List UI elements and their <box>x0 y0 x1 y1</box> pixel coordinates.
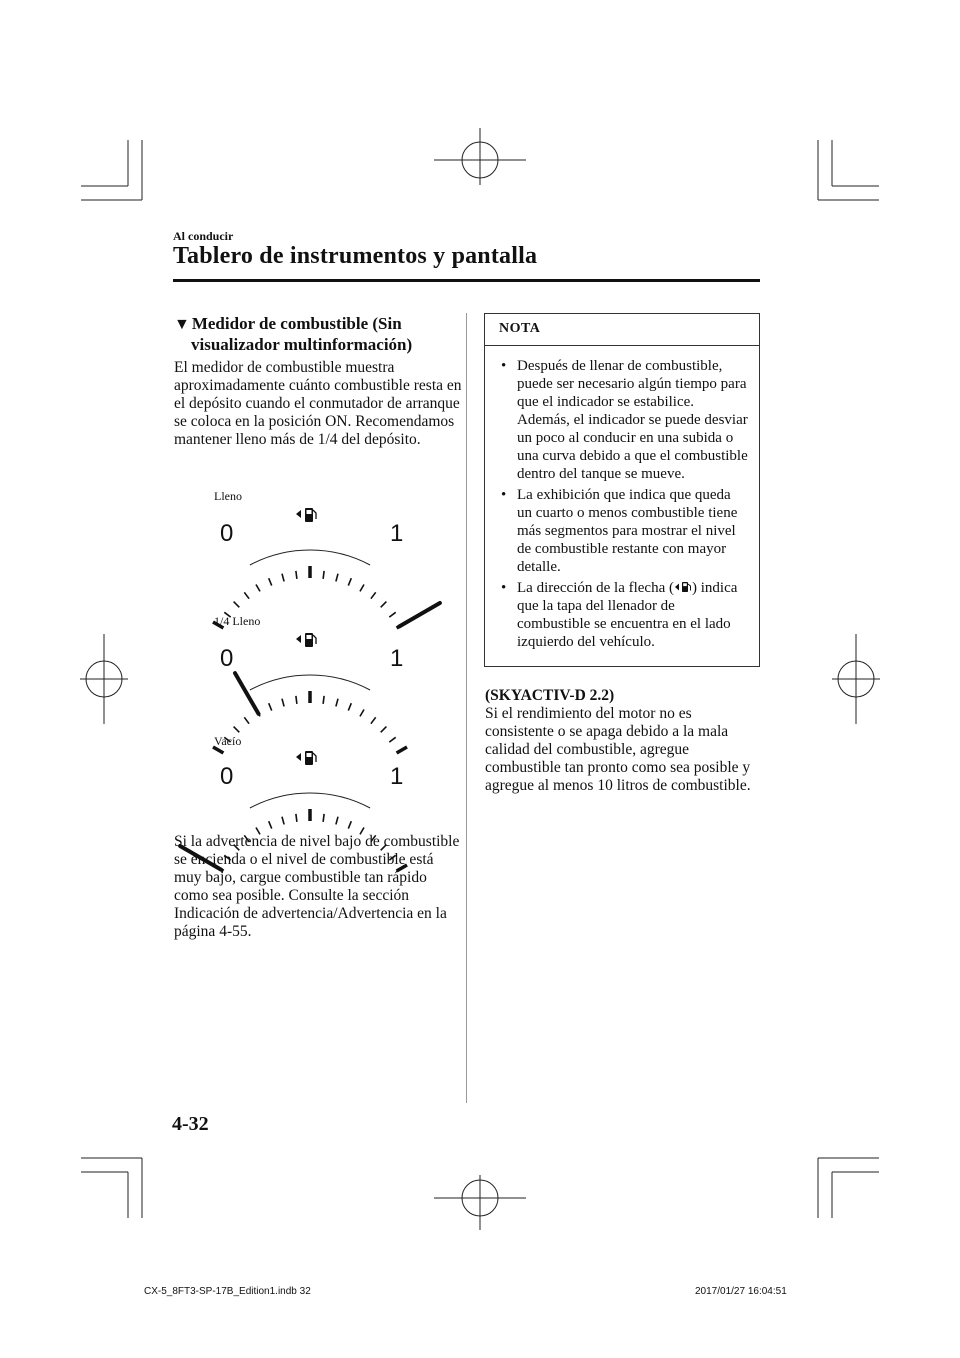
fuel-pump-arrow-left-icon <box>296 508 316 522</box>
note-item: • La dirección de la flecha ( ) indica que la tapa del llenador de combustible se encuentra en el lado izquierdo del vehículo. <box>501 580 738 650</box>
gauge-tick <box>323 696 324 704</box>
gauge-tick <box>296 814 297 822</box>
gauge-tick <box>296 571 297 579</box>
skyactiv-subheading: (SKYACTIV-D 2.2) <box>485 687 615 704</box>
fuel-gauge-empty <box>210 746 410 846</box>
skyactiv-block <box>485 687 760 795</box>
gauge-tick <box>269 821 272 828</box>
gauge-needle <box>235 673 259 714</box>
gauge-tick <box>323 814 324 822</box>
gauge-tick <box>360 710 364 717</box>
section-label: Al conducir <box>173 229 234 243</box>
gauge-arc <box>250 675 370 690</box>
section-heading <box>174 314 464 355</box>
gauge-zero-mark: 0 <box>220 520 234 547</box>
column-divider <box>466 313 467 1103</box>
gauge-tick <box>371 717 376 723</box>
bullet: • <box>501 358 507 374</box>
gauge-tick <box>348 703 351 710</box>
gauge-label-quarter: 1/4 Lleno <box>214 614 261 628</box>
gauge-tick <box>323 571 324 579</box>
print-timestamp: 2017/01/27 16:04:51 <box>695 1286 787 1297</box>
skyactiv-paragraph: Si el rendimiento del motor no es consistente o se apaga debido a la mala calidad del combustible, agregue combustible tan pronto como sea posible y agregue al menos 10 litros de combustible. <box>485 705 751 794</box>
note-list <box>499 357 749 654</box>
gauge-full-mark: 1 <box>390 645 404 672</box>
gauge-tick <box>282 817 284 825</box>
gauge-tick <box>371 592 376 598</box>
gauge-zero-mark: 0 <box>220 763 234 790</box>
fuel-pump-arrow-left-icon <box>674 581 692 593</box>
bullet: • <box>501 487 507 503</box>
note-box <box>484 313 760 667</box>
intro-paragraph: El medidor de combustible muestra aproximadamente cuánto combustible resta en el depósito cuando el conmutador de arranque se coloca en la posición ON. Recomendamos mantener lleno más de 1/4 del depósito. <box>174 359 462 448</box>
gauge-tick <box>348 578 351 585</box>
fuel-pump-arrow-left-icon <box>296 633 316 647</box>
gauge-label-empty: Vacío <box>214 734 242 748</box>
gauge-tick <box>348 821 351 828</box>
gauge-full-mark: 1 <box>390 763 404 790</box>
page-number: 4-32 <box>172 1113 209 1135</box>
fuel-pump-arrow-left-icon <box>296 751 316 765</box>
gauge-tick <box>269 703 272 710</box>
note-title: NOTA <box>485 314 759 346</box>
fuel-gauge-full <box>210 503 410 603</box>
heading-line-1: Medidor de combustible (Sin <box>191 314 402 333</box>
heading-triangle-icon: ▼ <box>174 316 190 333</box>
note-item: • Después de llenar de combustible, puede ser necesario algún tiempo para que el indicador se estabilice. Además, el indicador se puede desviar un poco al conducir en una subida o una curva debido a que el combustible dentro del tanque se mueve. <box>501 358 748 482</box>
gauge-tick <box>336 574 338 582</box>
gauge-tick <box>282 699 284 707</box>
bullet: • <box>501 580 507 596</box>
heading-line-2: visualizador multinformación) <box>191 335 413 354</box>
gauge-label-full: Lleno <box>214 489 242 503</box>
gauge-tick <box>244 592 249 598</box>
gauge-tick <box>296 696 297 704</box>
header-rule <box>173 279 760 282</box>
gauge-tick <box>336 817 338 825</box>
gauge-tick <box>244 717 249 723</box>
gauge-arc <box>250 793 370 808</box>
low-fuel-paragraph: Si la advertencia de nivel bajo de combustible se encienda o el nivel de combustible está muy bajo, cargue combustible tan rápido como sea posible. Consulte la sección Indicación de advertencia/Advertencia en la página 4-55. <box>174 833 460 940</box>
gauge-tick <box>269 578 272 585</box>
page-title: Tablero de instrumentos y pantalla <box>173 243 538 269</box>
note-item: • La exhibición que indica que queda un cuarto o menos combustible tiene más segmentos para mostrar el nivel de combustible restante con mayor detalle. <box>501 487 738 575</box>
print-file-name: CX-5_8FT3-SP-17B_Edition1.indb 32 <box>144 1286 311 1297</box>
gauge-tick <box>336 699 338 707</box>
gauge-zero-mark: 0 <box>220 645 234 672</box>
gauge-tick <box>282 574 284 582</box>
gauge-tick <box>360 585 364 592</box>
gauge-arc <box>250 550 370 565</box>
gauge-full-mark: 1 <box>390 520 404 547</box>
fuel-gauge-quarter <box>210 628 410 728</box>
gauge-tick <box>256 585 260 592</box>
